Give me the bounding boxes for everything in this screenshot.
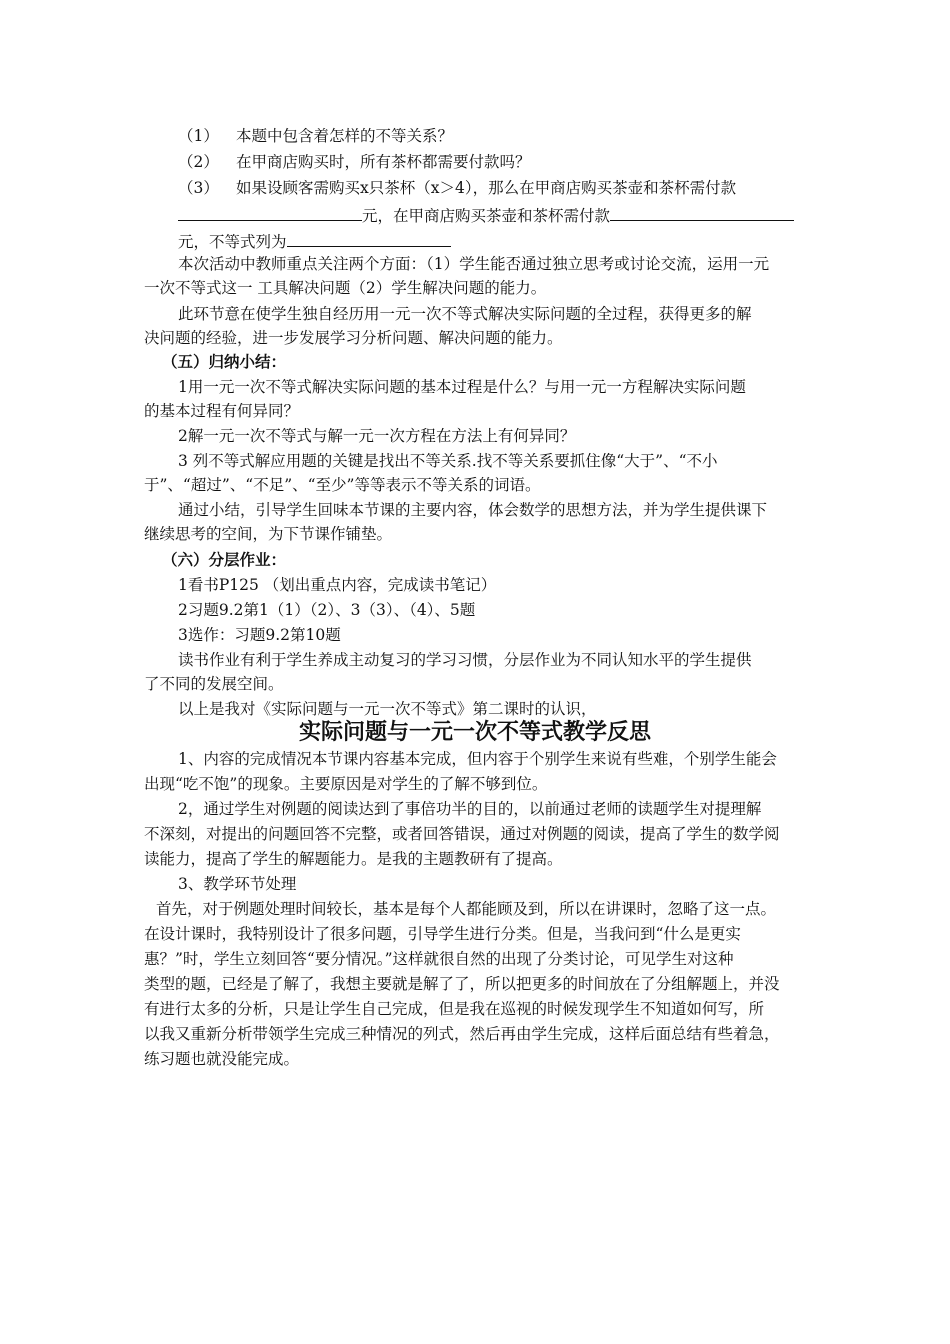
paragraph-line: 本次活动中教师重点关注两个方面：（1）学生能否通过独立思考或讨论交流，运用一元 — [178, 255, 770, 273]
paragraph-line: 3选作：习题9.2第10题 — [178, 626, 341, 644]
paragraph-line: 1看书P125 （划出重点内容，完成读书笔记） — [178, 576, 497, 594]
paragraph-line: 决问题的经验，进一步发展学习分析问题、解决问题的能力。 — [144, 329, 563, 347]
paragraph-line: 读书作业有利于学生养成主动复习的学习习惯，分层作业为不同认知水平的学生提供 — [178, 651, 752, 669]
question-text: 本题中包含着怎样的不等关系？ — [236, 127, 454, 145]
paragraph-line: 以上是我对《实际问题与一元一次不等式》第二课时的认识， — [178, 700, 597, 718]
paragraph-line: 1用一元一次不等式解决实际问题的基本过程是什么？与用一元一方程解决实际问题 — [178, 378, 746, 396]
paragraph-line: 出现“吃不饱”的现象。主要原因是对学生的了解不够到位。 — [144, 775, 548, 793]
paragraph-line: 3 列不等式解应用题的关键是找出不等关系.找不等关系要抓住像“大于”、“不小 — [178, 452, 718, 470]
paragraph-line: 了不同的发展空间。 — [144, 675, 284, 693]
document-title: 实际问题与一元一次不等式教学反思 — [298, 720, 651, 745]
question-number: （3） — [178, 179, 219, 197]
fill-line-text: 元，在甲商店购买茶壶和茶杯需付款 — [362, 207, 611, 225]
question-number: （1） — [178, 127, 219, 145]
question-text: 在甲商店购买时，所有茶杯都需要付款吗？ — [236, 153, 531, 171]
paragraph-line: 1、内容的完成情况本节课内容基本完成，但内容于个别学生来说有些难，个别学生能会 — [178, 750, 777, 768]
answer-blank — [287, 230, 451, 247]
question-1 — [178, 126, 453, 146]
paragraph-line: 的基本过程有何异同？ — [144, 402, 300, 420]
paragraph-line: 一次不等式这一 工具解决问题（2）学生解决问题的能力。 — [144, 279, 547, 297]
question-3 — [178, 178, 736, 198]
paragraph-line: 2习题9.2第1（1）（2）、3（3）、（4）、5题 — [178, 601, 476, 619]
paragraph-line: 通过小结，引导学生回味本节课的主要内容，体会数学的思想方法，并为学生提供课下 — [178, 501, 768, 519]
fill-line-text: 元，不等式列为 — [178, 233, 287, 251]
paragraph-line: 练习题也就没能完成。 — [144, 1050, 300, 1068]
paragraph-line: 于”、“超过”、“不足”、“至少”等等表示不等关系的词语。 — [144, 476, 541, 494]
paragraph-line: 2，通过学生对例题的阅读达到了事倍功半的目的，以前通过老师的读题学生对提理解 — [178, 800, 762, 818]
fill-line-2 — [178, 230, 451, 252]
paragraph-line: 不深刻，对提出的问题回答不完整，或者回答错误，通过对例题的阅读，提高了学生的数学阅 — [144, 825, 780, 843]
answer-blank — [178, 204, 362, 221]
paragraph-line: 此环节意在使学生独自经历用一元一次不等式解决实际问题的全过程，获得更多的解 — [178, 305, 752, 323]
paragraph-line: 以我又重新分析带领学生完成三种情况的列式，然后再由学生完成，这样后面总结有些着急， — [144, 1025, 780, 1043]
paragraph-line: 类型的题，已经是了解了，我想主要就是解了了，所以把更多的时间放在了分组解题上，并没 — [144, 975, 780, 993]
section-heading: （五）归纳小结： — [162, 352, 287, 371]
paragraph-line: 首先，对于例题处理时间较长，基本是每个人都能顾及到，所以在讲课时，忽略了这一点。 — [156, 900, 777, 918]
paragraph-line: 惠？”时，学生立刻回答“要分情况。”这样就很自然的出现了分类讨论，可见学生对这种 — [144, 950, 734, 968]
paragraph-line: 继续思考的空间，为下节课作铺垫。 — [144, 525, 393, 543]
paragraph-line: 有进行太多的分析，只是让学生自己完成，但是我在巡视的时候发现学生不知道如何写，所 — [144, 1000, 765, 1018]
question-text: 如果设顾客需购买x只茶杯（x＞4），那么在甲商店购买茶壶和茶杯需付款 — [236, 179, 737, 197]
question-2 — [178, 152, 531, 172]
fill-line-1 — [178, 204, 794, 226]
paragraph-line: 3、教学环节处理 — [178, 875, 297, 893]
paragraph-line: 读能力，提高了学生的解题能力。是我的主题教研有了提高。 — [144, 850, 563, 868]
paragraph-line: 在设计课时，我特别设计了很多问题，引导学生进行分类。但是，当我问到“什么是更实 — [144, 925, 741, 943]
question-number: （2） — [178, 153, 219, 171]
paragraph-line: 2解一元一次不等式与解一元一次方程在方法上有何异同？ — [178, 427, 576, 445]
answer-blank — [610, 204, 794, 221]
section-heading: （六）分层作业： — [162, 550, 287, 569]
